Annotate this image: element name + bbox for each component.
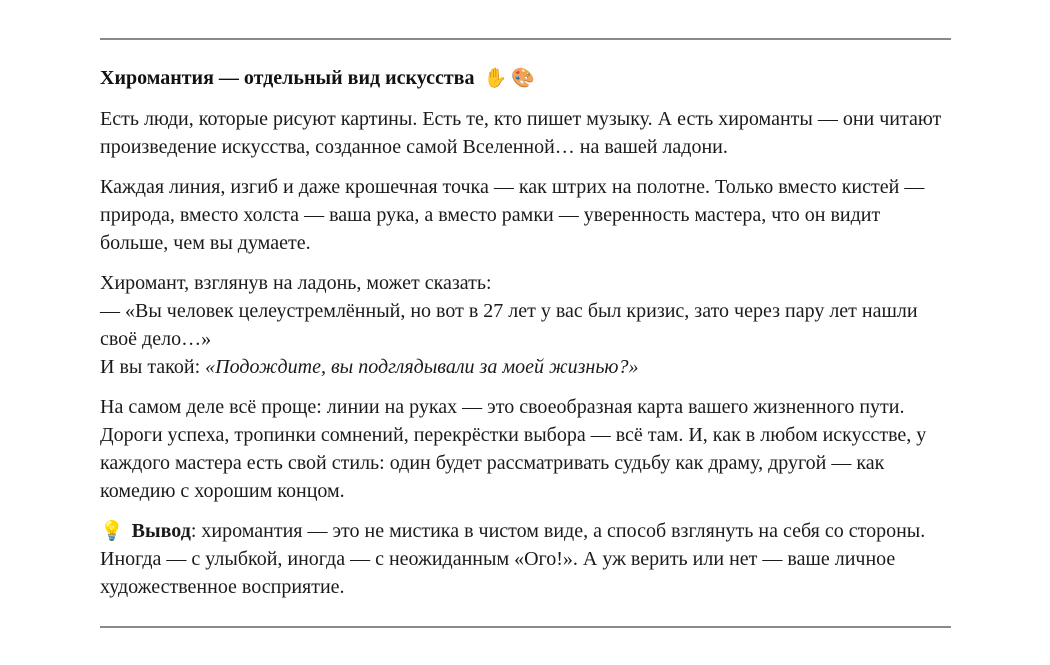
bottom-divider bbox=[100, 626, 951, 628]
article-title bbox=[100, 65, 951, 91]
article bbox=[100, 38, 951, 613]
raised-hand-icon: ✋ bbox=[483, 67, 508, 89]
paragraph-conclusion bbox=[100, 517, 951, 601]
conclusion-label: Вывод bbox=[131, 520, 191, 542]
reader-reply-prefix: И вы такой: bbox=[100, 356, 206, 378]
paragraph-map: На самом деле всё проще: линии на руках — это своеобразная карта вашего жизненного пути. Дороги успеха, тропинки сомнений, перекрёстки выбора — всё там. И, как в любом искусстве, у каждого мастера есть свой стиль: один будет рассматривать судьбу как драму, другой — как комедию с хорошим концом. bbox=[100, 396, 927, 502]
palmist-intro: Хиромант, взглянув на ладонь, может сказать: bbox=[100, 272, 492, 294]
paragraph-intro: Есть люди, которые рисуют картины. Есть те, кто пишет музыку. А есть хироманты — они читают произведение искусства, созданное самой Вселенной… на вашей ладони. bbox=[100, 108, 942, 158]
palmist-quote: — «Вы человек целеустремлённый, но вот в 27 лет у вас был кризис, зато через пару лет нашли своё дело…» bbox=[100, 300, 918, 350]
top-divider bbox=[100, 38, 951, 40]
conclusion-text: : хиромантия — это не мистика в чистом виде, а способ взглянуть на себя со стороны. Иногда — с улыбкой, иногда — с неожиданным «Ого!». А уж верить или нет — ваше личное художественное восприятие. bbox=[100, 520, 926, 598]
paragraph-palmist-quote bbox=[100, 269, 951, 381]
palette-icon: 🎨 bbox=[511, 67, 535, 89]
paragraph-lines: Каждая линия, изгиб и даже крошечная точка — как штрих на полотне. Только вместо кистей — природа, вместо холста — ваша рука, а вместо рамки — уверенность мастера, что он видит больше, чем вы думаете. bbox=[100, 176, 925, 254]
lightbulb-icon: 💡 bbox=[100, 520, 124, 542]
reader-reply-quote: «Подождите, вы подглядывали за моей жизнью?» bbox=[205, 356, 639, 378]
title-text: Хиромантия — отдельный вид искусства bbox=[100, 67, 475, 89]
